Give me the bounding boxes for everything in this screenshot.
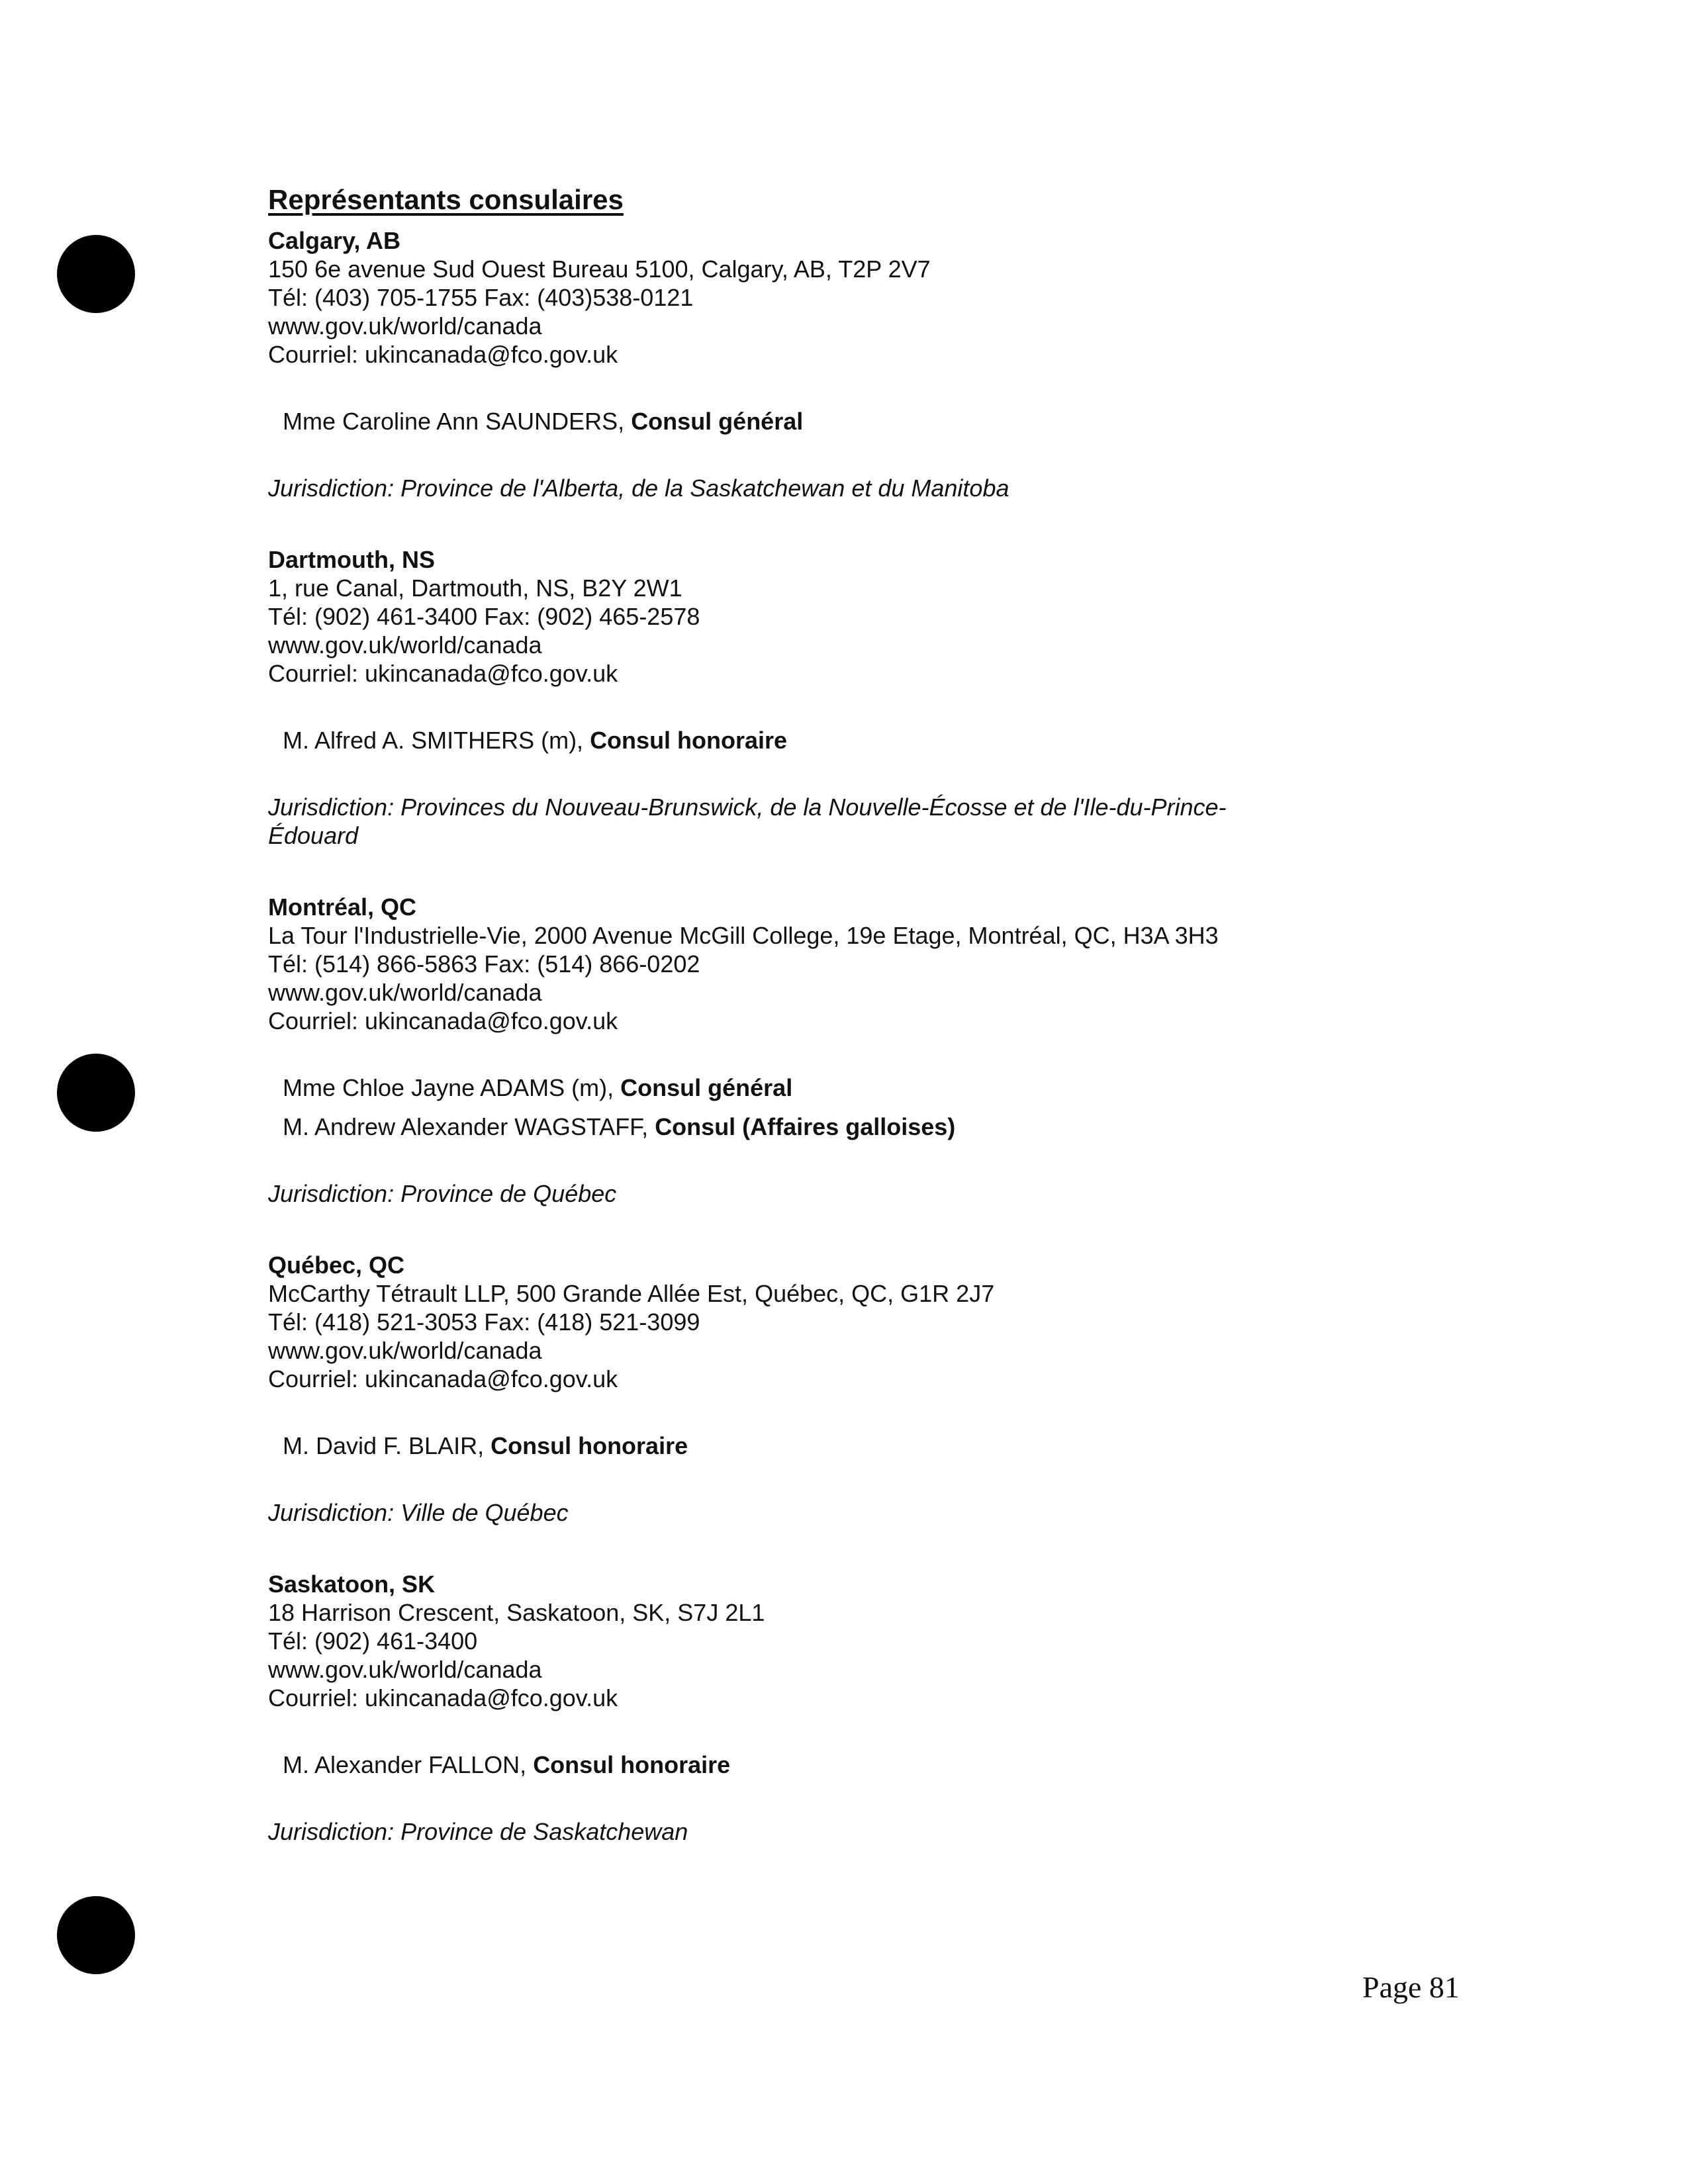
consulate-entry-calgary (268, 226, 1427, 502)
consulate-entry-quebec (268, 1251, 1427, 1527)
consul-entry (268, 407, 1427, 435)
consul-name: M. David F. BLAIR, (283, 1432, 491, 1459)
address: 1, rue Canal, Dartmouth, NS, B2Y 2W1 (268, 574, 682, 602)
punch-hole (57, 1896, 135, 1974)
jurisdiction: Jurisdiction: Provinces du Nouveau-Brunswick, de la Nouvelle-Écosse et de l'Ile-du-Prince- (268, 794, 1227, 821)
page-number: Page 81 (1362, 1970, 1460, 2004)
phone-fax: Tél: (902) 461-3400 Fax: (902) 465-2578 (268, 603, 700, 630)
city-name: Montréal, QC (268, 893, 417, 921)
consul-role: Consul (Affaires galloises) (655, 1113, 956, 1140)
consul-name: M. Alfred A. SMITHERS (m), (283, 727, 590, 754)
consul-entry (268, 1432, 1427, 1460)
email: Courriel: ukincanada@fco.gov.uk (268, 341, 618, 368)
consul-role: Consul honoraire (491, 1432, 688, 1459)
city-name: Saskatoon, SK (268, 1570, 436, 1598)
consulate-entry-montreal (268, 893, 1427, 1208)
website: www.gov.uk/world/canada (268, 1656, 542, 1683)
jurisdiction: Jurisdiction: Province de l'Alberta, de la Saskatchewan et du Manitoba (268, 475, 1009, 502)
consul-name: Mme Caroline Ann SAUNDERS, (283, 408, 632, 435)
website: www.gov.uk/world/canada (268, 1337, 542, 1364)
website: www.gov.uk/world/canada (268, 631, 542, 659)
punch-hole (57, 235, 135, 313)
address: McCarthy Tétrault LLP, 500 Grande Allée Est, Québec, QC, G1R 2J7 (268, 1280, 995, 1307)
phone-fax: Tél: (418) 521-3053 Fax: (418) 521-3099 (268, 1308, 700, 1336)
punch-hole (57, 1054, 135, 1132)
document-body (268, 180, 1427, 1846)
address: La Tour l'Industrielle-Vie, 2000 Avenue McGill College, 19e Etage, Montréal, QC, H3A 3H3 (268, 922, 1219, 949)
consulate-entry-dartmouth (268, 545, 1427, 850)
email: Courriel: ukincanada@fco.gov.uk (268, 1684, 618, 1711)
website: www.gov.uk/world/canada (268, 979, 542, 1006)
consul-entry (268, 1073, 1427, 1102)
website: www.gov.uk/world/canada (268, 312, 542, 340)
jurisdiction: Jurisdiction: Ville de Québec (268, 1499, 569, 1526)
consul-role: Consul honoraire (590, 727, 788, 754)
consul-name: M. Andrew Alexander WAGSTAFF, (283, 1113, 655, 1140)
address: 150 6e avenue Sud Ouest Bureau 5100, Calgary, AB, T2P 2V7 (268, 255, 931, 283)
email: Courriel: ukincanada@fco.gov.uk (268, 1007, 618, 1034)
phone-fax: Tél: (403) 705-1755 Fax: (403)538-0121 (268, 284, 694, 311)
city-name: Calgary, AB (268, 227, 401, 254)
address: 18 Harrison Crescent, Saskatoon, SK, S7J 2L1 (268, 1599, 765, 1626)
consul-role: Consul honoraire (533, 1751, 731, 1778)
consulate-entry-saskatoon (268, 1570, 1427, 1846)
jurisdiction: Jurisdiction: Province de Saskatchewan (268, 1818, 688, 1845)
section-heading: Représentants consulaires (268, 184, 624, 215)
consul-name: Mme Chloe Jayne ADAMS (m), (283, 1074, 621, 1101)
email: Courriel: ukincanada@fco.gov.uk (268, 1365, 618, 1392)
city-name: Québec, QC (268, 1251, 405, 1279)
phone: Tél: (902) 461-3400 (268, 1627, 478, 1655)
consul-entry (268, 726, 1427, 754)
consul-entry (268, 1113, 1427, 1141)
consul-name: M. Alexander FALLON, (283, 1751, 534, 1778)
jurisdiction: Jurisdiction: Province de Québec (268, 1180, 617, 1207)
jurisdiction-continued: Édouard (268, 822, 359, 849)
consul-entry (268, 1751, 1427, 1779)
consul-role: Consul général (631, 408, 804, 435)
email: Courriel: ukincanada@fco.gov.uk (268, 660, 618, 687)
city-name: Dartmouth, NS (268, 546, 435, 573)
consul-role: Consul général (620, 1074, 793, 1101)
phone-fax: Tél: (514) 866-5863 Fax: (514) 866-0202 (268, 950, 700, 978)
